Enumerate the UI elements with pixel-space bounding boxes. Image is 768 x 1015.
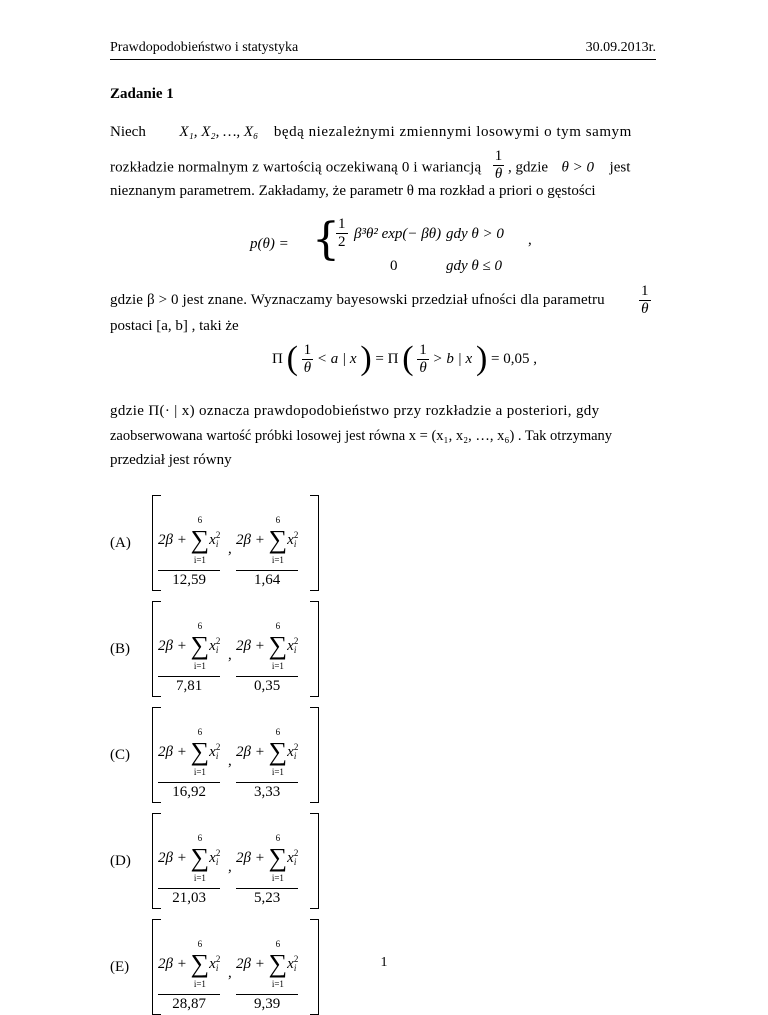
- sum-lower: i=1: [193, 979, 206, 990]
- sum-term: x: [287, 955, 294, 972]
- sum-term: x: [287, 637, 294, 654]
- option-label: (D): [110, 853, 131, 869]
- option-denominator-left: 21,03: [158, 888, 220, 907]
- sigma-icon: ∑: [268, 949, 288, 979]
- eq-pi-1: Π: [272, 351, 283, 367]
- sum-sub: i: [293, 645, 297, 656]
- sum-sup: 2: [293, 529, 299, 540]
- sum-prefix: 2β +: [236, 955, 265, 972]
- option-denominator-left: 12,59: [158, 570, 220, 589]
- sum-term: x: [209, 743, 216, 760]
- text-line-1-rest: będą niezależnymi zmiennymi losowymi o tym samym: [273, 124, 632, 140]
- paren-open-1: (: [286, 340, 298, 377]
- paren-close-2: ): [475, 340, 488, 377]
- param-num: 1: [641, 283, 649, 299]
- sigma-icon: ∑: [190, 949, 210, 979]
- text-line-5: [110, 318, 658, 335]
- sum-prefix: 2β +: [158, 637, 187, 654]
- sum-upper: 6: [197, 833, 203, 843]
- case1-cond: gdy θ > 0: [446, 226, 504, 242]
- eq-frac-2-num: 1: [419, 342, 427, 359]
- option-denominator-left: 28,87: [158, 994, 220, 1013]
- paren-open-2: (: [402, 340, 414, 377]
- sum-sub: i: [215, 963, 219, 974]
- text-line-4-content: gdzie β > 0 jest znane. Wyznaczamy bayesowski przedział ufności dla parametru: [110, 292, 605, 308]
- sum-term: x: [287, 849, 294, 866]
- option-denominator-right: 0,35: [236, 676, 298, 695]
- sum-limits: [191, 831, 210, 886]
- text-line-7-content: zaobserwowana wartość próbki losowej jest równa x = (x₁, x₂, …, x₆) . Tak otrzymany: [110, 428, 613, 444]
- option-fraction-right: [236, 619, 298, 695]
- sum-upper: 6: [275, 621, 281, 631]
- case1: [336, 216, 348, 251]
- sum-sup: 2: [215, 953, 221, 964]
- eq-frac-2-den: θ: [417, 359, 429, 377]
- half-fraction: [336, 216, 348, 251]
- sum-upper: 6: [275, 833, 281, 843]
- variance-den: θ: [493, 165, 505, 183]
- option-label: (E): [110, 959, 130, 975]
- option-label: (B): [110, 641, 130, 657]
- sigma-icon: ∑: [190, 737, 210, 767]
- word-niech: Niech: [110, 124, 146, 140]
- case-comma: ,: [528, 232, 532, 248]
- sum-lower: i=1: [193, 873, 206, 884]
- sum-sup: 2: [293, 741, 299, 752]
- text-line-3-content: nieznanym parametrem. Zakładamy, że parametr θ ma rozkład a priori o gęstości: [110, 183, 596, 199]
- option-fraction-right: [236, 725, 298, 801]
- sum-term: x: [209, 531, 216, 548]
- sum-lower: i=1: [271, 661, 284, 672]
- sum-term: x: [209, 849, 216, 866]
- sum-lower: i=1: [193, 767, 206, 778]
- option-fraction-left: [158, 619, 220, 695]
- sum-sub: i: [215, 751, 219, 762]
- eq-frac-1: [302, 342, 314, 377]
- sum-limits: [191, 513, 210, 568]
- sum-sup: 2: [293, 847, 299, 858]
- text-line-8: [110, 452, 658, 469]
- option-comma: ,: [228, 859, 232, 875]
- sum-sub: i: [293, 963, 297, 974]
- sigma-icon: ∑: [190, 525, 210, 555]
- sum-limits: [191, 619, 210, 674]
- option-fraction-left: [158, 831, 220, 907]
- text-line-6-content: gdzie Π(· | x) oznacza prawdopodobieństwo przy rozkładzie a posteriori, gdy: [110, 403, 600, 419]
- text-line-1: [110, 124, 658, 141]
- sum-upper: 6: [197, 939, 203, 949]
- eq-mid: = Π: [375, 351, 399, 367]
- sum-term: x: [209, 637, 216, 654]
- sum-sub: i: [215, 539, 219, 550]
- sum-sub: i: [293, 857, 297, 868]
- option-denominator-right: 1,64: [236, 570, 298, 589]
- variance-num: 1: [494, 148, 503, 164]
- half-den: 2: [338, 233, 346, 250]
- density-lhs: p(θ) =: [250, 236, 289, 252]
- sum-lower: i=1: [271, 979, 284, 990]
- sum-upper: 6: [275, 727, 281, 737]
- sum-sup: 2: [215, 847, 221, 858]
- sum-prefix: 2β +: [158, 849, 187, 866]
- text-line-4: [110, 292, 658, 309]
- sum-term: x: [209, 955, 216, 972]
- eq-b-part: > b | x: [432, 351, 473, 367]
- paren-close-1: ): [360, 340, 372, 377]
- bracket-right: [310, 707, 319, 803]
- case1-expr: β³θ² exp(− βθ): [354, 226, 442, 242]
- text-line-3: [110, 183, 658, 200]
- sum-sup: 2: [215, 529, 221, 540]
- text-line-2-b: , gdzie: [508, 159, 549, 176]
- option-fraction-right: [236, 513, 298, 589]
- case2-cond: gdy θ ≤ 0: [446, 258, 503, 274]
- sigma-icon: ∑: [190, 843, 210, 873]
- eq-rhs: = 0,05 ,: [491, 351, 537, 367]
- text-line-2-a: rozkładzie normalnym z wartością oczekiwaną 0 i wariancją: [110, 159, 482, 176]
- option-denominator-right: 3,33: [236, 782, 298, 801]
- sum-term: x: [287, 743, 294, 760]
- text-line-5-content: postaci [a, b] , taki że: [110, 318, 239, 334]
- bracket-right: [310, 495, 319, 591]
- option-denominator-left: 7,81: [158, 676, 220, 695]
- option-denominator-left: 16,92: [158, 782, 220, 801]
- text-line-2-d: jest: [609, 159, 631, 176]
- sum-limits: [269, 513, 288, 568]
- bracket-right: [310, 601, 319, 697]
- option-fraction-left: [158, 937, 220, 1013]
- sum-sup: 2: [215, 741, 221, 752]
- sigma-icon: ∑: [190, 631, 210, 661]
- eq-frac-1-num: 1: [303, 342, 312, 359]
- eq-frac-1-den: θ: [302, 359, 314, 377]
- sum-prefix: 2β +: [158, 743, 187, 760]
- sum-prefix: 2β +: [158, 955, 187, 972]
- sum-sub: i: [293, 539, 297, 550]
- eq-a-part: < a | x: [316, 351, 357, 367]
- sum-limits: [269, 619, 288, 674]
- sum-term: x: [287, 531, 294, 548]
- option-fraction-left: [158, 725, 220, 801]
- interval-equation: [272, 340, 537, 378]
- sum-sup: 2: [293, 635, 299, 646]
- sigma-icon: ∑: [268, 737, 288, 767]
- sum-limits: [191, 725, 210, 780]
- text-line-2: [110, 148, 658, 183]
- sum-lower: i=1: [271, 555, 284, 566]
- variables: X₁, X₂, …, X₆: [179, 124, 259, 140]
- eq-frac-2: [417, 342, 429, 377]
- option-denominator-right: 5,23: [236, 888, 298, 907]
- sum-sup: 2: [215, 635, 221, 646]
- option-denominator-right: 9,39: [236, 994, 298, 1013]
- sum-prefix: 2β +: [236, 637, 265, 654]
- case-brace: {: [312, 214, 340, 265]
- sum-sup: 2: [293, 953, 299, 964]
- half-num: 1: [338, 216, 346, 232]
- sum-upper: 6: [197, 727, 203, 737]
- param-fraction: [639, 283, 651, 318]
- sum-sub: i: [293, 751, 297, 762]
- header-date: 30.09.2013r.: [585, 40, 656, 55]
- sum-prefix: 2β +: [158, 531, 187, 548]
- bracket-right: [310, 813, 319, 909]
- sum-upper: 6: [197, 621, 203, 631]
- theta-positive: θ > 0: [561, 159, 595, 176]
- sum-sub: i: [215, 645, 219, 656]
- option-fraction-right: [236, 937, 298, 1013]
- text-line-7: [110, 428, 658, 445]
- option-label: (C): [110, 747, 130, 763]
- sum-limits: [269, 831, 288, 886]
- sum-lower: i=1: [193, 661, 206, 672]
- header-subject: Prawdopodobieństwo i statystyka: [110, 40, 299, 55]
- option-comma: ,: [228, 753, 232, 769]
- variance-fraction: [493, 148, 505, 183]
- option-comma: ,: [228, 541, 232, 557]
- option-fraction-left: [158, 513, 220, 589]
- page-number: 1: [380, 955, 388, 970]
- sum-lower: i=1: [271, 873, 284, 884]
- sigma-icon: ∑: [268, 525, 288, 555]
- sum-sub: i: [215, 857, 219, 868]
- sum-lower: i=1: [193, 555, 206, 566]
- header-rule: [110, 59, 656, 60]
- option-fraction-right: [236, 831, 298, 907]
- option-label: (A): [110, 535, 131, 551]
- text-line-8-content: przedział jest równy: [110, 452, 232, 468]
- sigma-icon: ∑: [268, 843, 288, 873]
- option-comma: ,: [228, 965, 232, 981]
- sum-upper: 6: [197, 515, 203, 525]
- sum-prefix: 2β +: [236, 743, 265, 760]
- sum-lower: i=1: [271, 767, 284, 778]
- sum-prefix: 2β +: [236, 531, 265, 548]
- sigma-icon: ∑: [268, 631, 288, 661]
- sum-upper: 6: [275, 939, 281, 949]
- problem-title: Zadanie 1: [110, 86, 174, 102]
- case2-expr: 0: [390, 258, 398, 274]
- sum-prefix: 2β +: [236, 849, 265, 866]
- text-line-6: [110, 403, 658, 420]
- sum-upper: 6: [275, 515, 281, 525]
- option-comma: ,: [228, 647, 232, 663]
- param-den: θ: [639, 300, 651, 318]
- sum-limits: [269, 725, 288, 780]
